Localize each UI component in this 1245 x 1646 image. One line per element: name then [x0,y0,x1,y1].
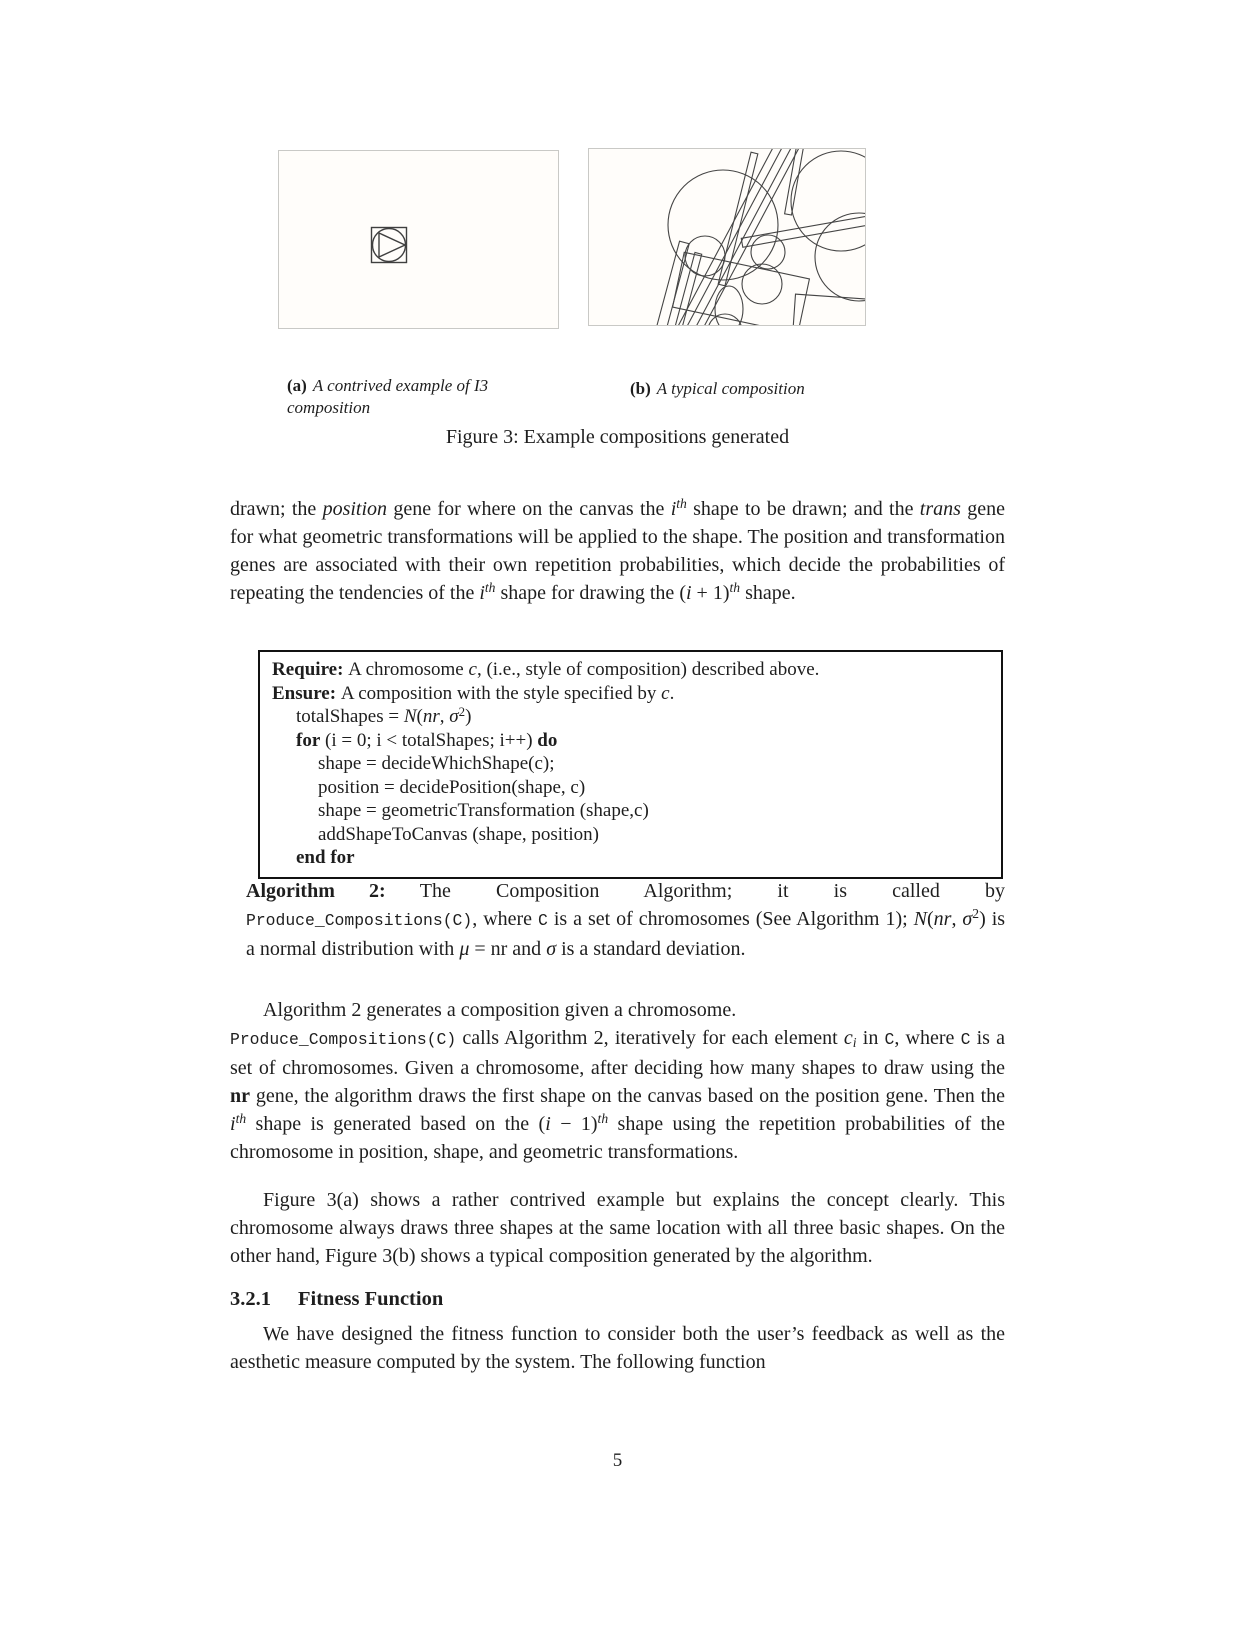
composition-line-art [589,149,865,325]
body-paragraph-3: Figure 3(a) shows a rather contrived example but explains the concept clearly. This chromosome always draws three shapes at the same location with all three basic shapes. On the other hand, Figure 3(b) shows a typical composition generated by the algorithm. [230,1189,1005,1267]
section-title: Fitness Function [298,1288,444,1310]
section-heading [230,1288,443,1311]
figure3b-image [588,148,866,326]
figure3b-caption [630,378,970,400]
figure3a-caption [287,375,573,419]
algorithm-line: for (i = 0; i < totalShapes; i++) do [296,729,558,751]
figure3a-image [278,150,559,329]
algorithm-line: totalShapes = N(nr, $\sigma^2$) [296,703,472,727]
body-paragraph-2: Algorithm 2 generates a composition given a chromosome. Produce_Compositions(C) calls Algorithm 2, iteratively for each element ci in C, where C is a set of chromosomes. Given a chromosome, after deciding how many shapes to draw using the nr gene, the algorithm draws the first shape on the canvas based on the position gene. Then the $i^{th}$ shape is generated based on the $(i - 1)^{th}$ shape using the repetition probabilities of the chromosome in position, shape, and geometric transformations. [230,999,1006,1163]
figure3a-label: (a) [287,376,307,395]
figure3-caption: Figure 3: Example compositions generated [445,426,790,448]
triangle-circle-square-icon [369,225,409,265]
algorithm-line: shape = geometricTransformation (shape,c) [318,800,649,821]
algorithm-line: shape = decideWhichShape(c); [318,753,555,774]
algorithm-line: end for [296,847,355,868]
figure3b-caption-text: A typical composition [656,379,805,398]
body-paragraph-4: We have designed the fitness function to consider both the user’s feedback as well as the aesthetic measure computed by the system. The following function [230,1323,1005,1373]
figure3a-caption-text: A contrived example of I3 composition [287,376,489,417]
algorithm-line: position = decidePosition(shape, c) [318,776,586,798]
algorithm-box [258,650,1003,879]
algorithm-line: Require: A chromosome c, (i.e., style of composition) described above. [272,659,820,680]
algorithm-line: addShapeToCanvas (shape, position) [318,823,599,845]
algorithm-line: Ensure: A composition with the style specified by c. [272,682,675,704]
algorithm-caption: Algorithm 2: The Composition Algorithm; it is called by Produce_Compositions(C), where C is a set of chromosomes (See Algorithm 1); N(nr, $\sigma^2$) is a normal distribution with μ = nr and σ is a standard deviation. [246,880,1006,960]
body-paragraph-1: drawn; the position gene for where on the canvas the $i^{th}$ shape to be drawn; and the trans gene for what geometric transformations will be applied to the shape. The position and transformation genes are associated with their own repetition probabilities, which decide the probabilities of repeating the tendencies of the $i^{th}$ shape for drawing the $(i + 1)^{th}$ shape. [230,496,1005,604]
section-number: 3.2.1 [230,1288,271,1310]
page-number: 5 [612,1450,623,1471]
figure3b-label: (b) [630,379,651,398]
